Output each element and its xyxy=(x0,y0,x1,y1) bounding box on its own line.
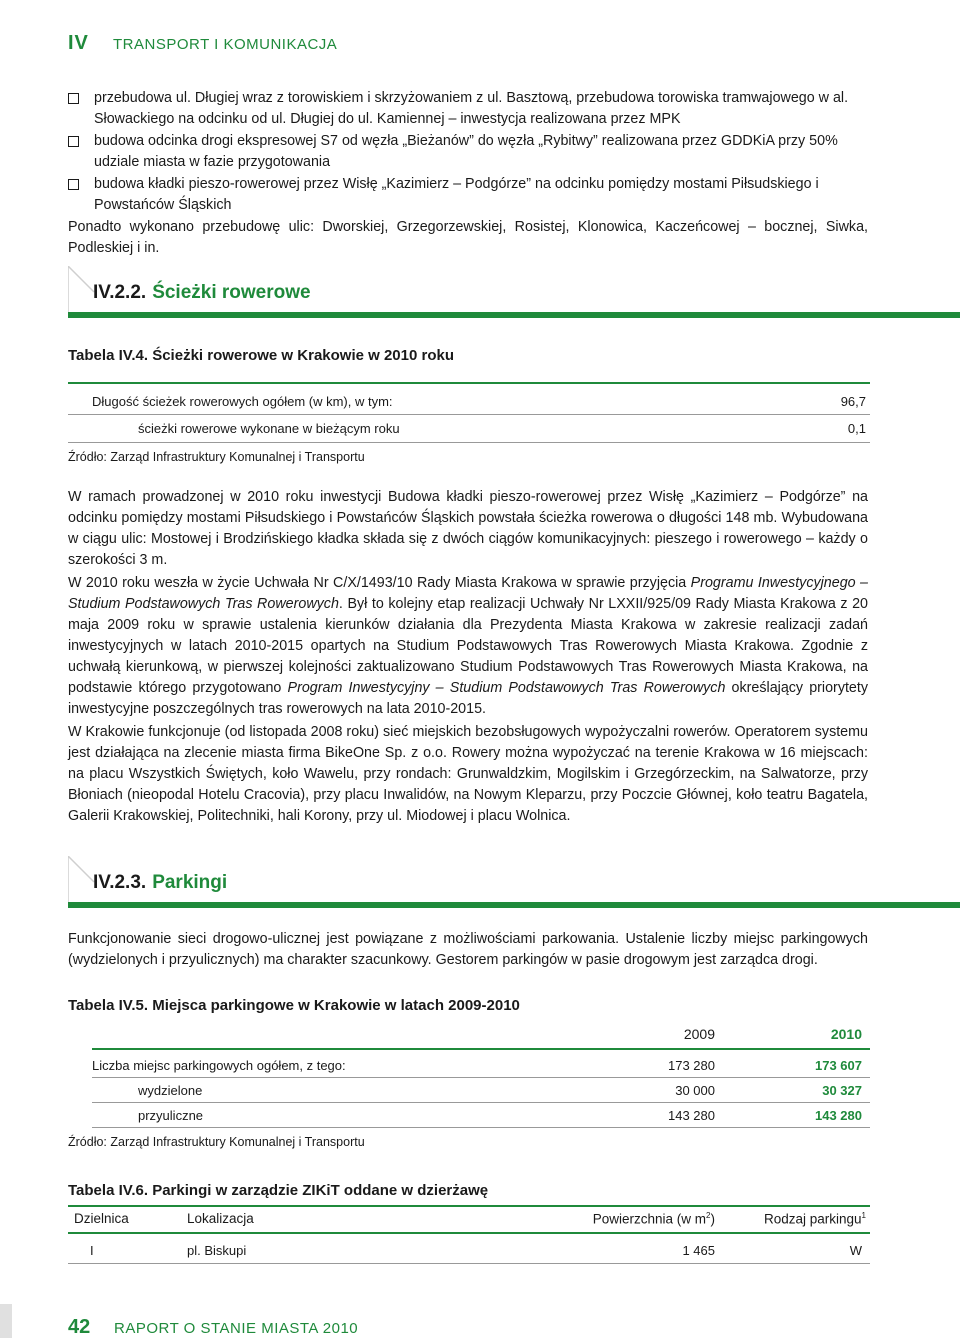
table-divider xyxy=(92,1127,870,1128)
table-top-rule xyxy=(68,382,870,384)
table-cell: ścieżki rowerowe wykonane w bieżącym roku xyxy=(138,421,400,436)
table-cell: 173 280 xyxy=(668,1058,715,1073)
footer-edge-bar xyxy=(0,1304,12,1338)
table-cell: W xyxy=(849,1243,862,1258)
table-cell: 30 327 xyxy=(822,1083,862,1098)
table-cell: 173 607 xyxy=(815,1058,862,1073)
table-cell: Długość ścieżek rowerowych ogółem (w km), w tym: xyxy=(92,394,393,409)
chapter-number: IV xyxy=(68,32,89,54)
section-name: Parkingi xyxy=(152,872,228,893)
chapter-title: TRANSPORT I KOMUNIKACJA xyxy=(113,36,338,53)
section-heading-box xyxy=(68,266,960,318)
table-cell: wydzielone xyxy=(138,1083,203,1098)
table-divider xyxy=(68,1263,870,1264)
paragraph: Funkcjonowanie sieci drogowo-ulicznej jest powiązane z możliwościami parkowania. Ustalenie liczby miejsc parkingowych (wydzielonych i przyulicznych) ma charakter szacunkowy. Gestorem parkingów w pasie drogowym jest zarządca drogi. xyxy=(68,931,868,968)
square-bullet-icon xyxy=(68,179,79,190)
table-divider xyxy=(68,442,870,443)
table-cell: I xyxy=(90,1243,94,1258)
table-header-cell: Powierzchnia (w $m^2$) xyxy=(592,1211,715,1227)
page-number: 42 xyxy=(68,1316,91,1338)
table-title: Tabela IV.4. Ścieżki rowerowe w Krakowie w 2010 roku xyxy=(68,347,455,364)
paragraph: Ponadto wykonano przebudowę ulic: Dworskiej, Grzegorzewskiej, Rosistej, Klonowica, Kaczeńcowej – bocznej, Siwka, Podleskiej i in. xyxy=(68,219,868,256)
table-source: Źródło: Zarząd Infrastruktury Komunalnej i Transportu xyxy=(68,1135,365,1149)
list-item: budowa kładki pieszo-rowerowej przez Wisłę „Kazimierz – Podgórze” na odcinku pomiędzy mostami Piłsudskiego i Powstańców Śląskich xyxy=(68,174,868,216)
table-cell: pl. Biskupi xyxy=(187,1243,247,1258)
list-item: budowa odcinka drogi ekspresowej S7 od węzła „Bieżanów” do węzła „Rybitwy” realizowana przez GDDKiA przy 50% udziale miasta w fazie przygotowania xyxy=(68,131,868,173)
table-header-cell: 2009 xyxy=(683,1026,715,1042)
section-title xyxy=(93,872,227,894)
table-top-rule xyxy=(68,1205,870,1207)
table-cell: 30 000 xyxy=(675,1083,715,1098)
section-heading-box xyxy=(68,856,960,908)
table-source: Źródło: Zarząd Infrastruktury Komunalnej i Transportu xyxy=(68,450,365,464)
table-header-cell: Rodzaj parkingu$^1$ xyxy=(763,1211,866,1227)
table-cell: 1 465 xyxy=(682,1243,715,1258)
table-header-cell: Dzielnica xyxy=(74,1211,129,1226)
square-bullet-icon xyxy=(68,93,79,104)
table-top-rule xyxy=(92,1048,870,1050)
square-bullet-icon xyxy=(68,136,79,147)
paragraph: W Krakowie funkcjonuje (od listopada 2008 roku) sieć miejskich bezobsługowych wypożyczalni rowerów. Operatorem systemu jest działająca na zlecenie miasta firma BikeOne Sp. z o.o. Rowery można wypożyczać na terenie Krakowa w 16 miejscach: na placu Wszystkich Świętych, koło Wawelu, przy rondach: Grunwaldzkim, Mogilskim i Grzegórzeckim, na Salwatorze, przy Błoniach (nieopodal Hotelu Cracovia), przy placu Inwalidów, na Nowym Kleparzu, przy Poczcie Głównej, koło teatru Bagatela, Galerii Krakowskiej, Politechniki, hali Korony, przy ul. Miodowej i placu Wolnica. xyxy=(68,724,868,824)
paragraph: W 2010 roku weszła w życie Uchwała Nr C/X/1493/10 Rady Miasta Krakowa w sprawie przyjęcia Programu Inwestycyjnego – Studium Podstawowych Tras Rowerowych. Był to kolejny etap realizacji Uchwały Nr LXXII/925/09 Rady Miasta Krakowa z 20 maja 2009 roku w sprawie ustalenia kierunków działania dla Prezydenta Miasta Krakowa w zakresie realizacji zadań inwestycyjnych w latach 2010-2015 opartych na Studium Podstawowych Tras Rowerowych Miasta Krakowa. Zgodnie z uchwałą kierunkową, w pierwszej kolejności zaktualizowano Studium Podstawowych Tras Rowerowych Miasta Krakowa, na podstawie którego przygotowano Program Inwestycyjny – Studium Podstawowych Tras Rowerowych określający priorytety inwestycyjne poszczególnych tras rowerowych na lata 2010-2015. xyxy=(68,575,869,717)
section-number: IV.2.2. xyxy=(93,282,147,303)
table-header-cell: Lokalizacja xyxy=(187,1211,254,1226)
table-cell: 96,7 xyxy=(840,394,866,409)
table-header-cell: 2010 xyxy=(830,1026,862,1042)
table-cell: 0,1 xyxy=(847,421,866,436)
table-title: Tabela IV.5. Miejsca parkingowe w Krakowie w latach 2009-2010 xyxy=(68,997,520,1014)
section-number: IV.2.3. xyxy=(93,872,147,893)
table-divider xyxy=(68,414,870,415)
table-title: Tabela IV.6. Parkingi w zarządzie ZIKiT oddane w dzierżawę xyxy=(68,1182,489,1199)
table-header-rule xyxy=(68,1232,870,1234)
section-title xyxy=(93,282,311,304)
table-divider xyxy=(92,1102,870,1103)
list-item: przebudowa ul. Długiej wraz z torowiskiem i skrzyżowaniem z ul. Basztową, przebudowa torowiska tramwajowego w al. Słowackiego na odcinku od ul. Długiej do ul. Kamiennej – inwestycja realizowana przez MPK xyxy=(68,88,868,130)
table-cell: przyuliczne xyxy=(138,1108,204,1123)
table-cell: 143 280 xyxy=(668,1108,715,1123)
footer-title: RAPORT O STANIE MIASTA 2010 xyxy=(114,1320,359,1337)
table-cell: Liczba miejsc parkingowych ogółem, z tego: xyxy=(92,1058,346,1073)
table-cell: 143 280 xyxy=(815,1108,862,1123)
paragraph: W ramach prowadzonej w 2010 roku inwestycji Budowa kładki pieszo-rowerowej przez Wisłę „Kazimierz – Podgórze” na odcinku pomiędzy mostami Piłsudskiego i Powstańców Śląskich powstała ścieżka rowerowa o długości 148 mb. Wybudowana w ciągu ulic: Mostowej i Brodzińskiego kładka składa się z dwóch ciągów komunikacyjnych: pieszego i rowerowego – każdy o szerokości 3 m. xyxy=(68,489,868,568)
section-name: Ścieżki rowerowe xyxy=(152,282,311,303)
table-divider xyxy=(92,1077,870,1078)
